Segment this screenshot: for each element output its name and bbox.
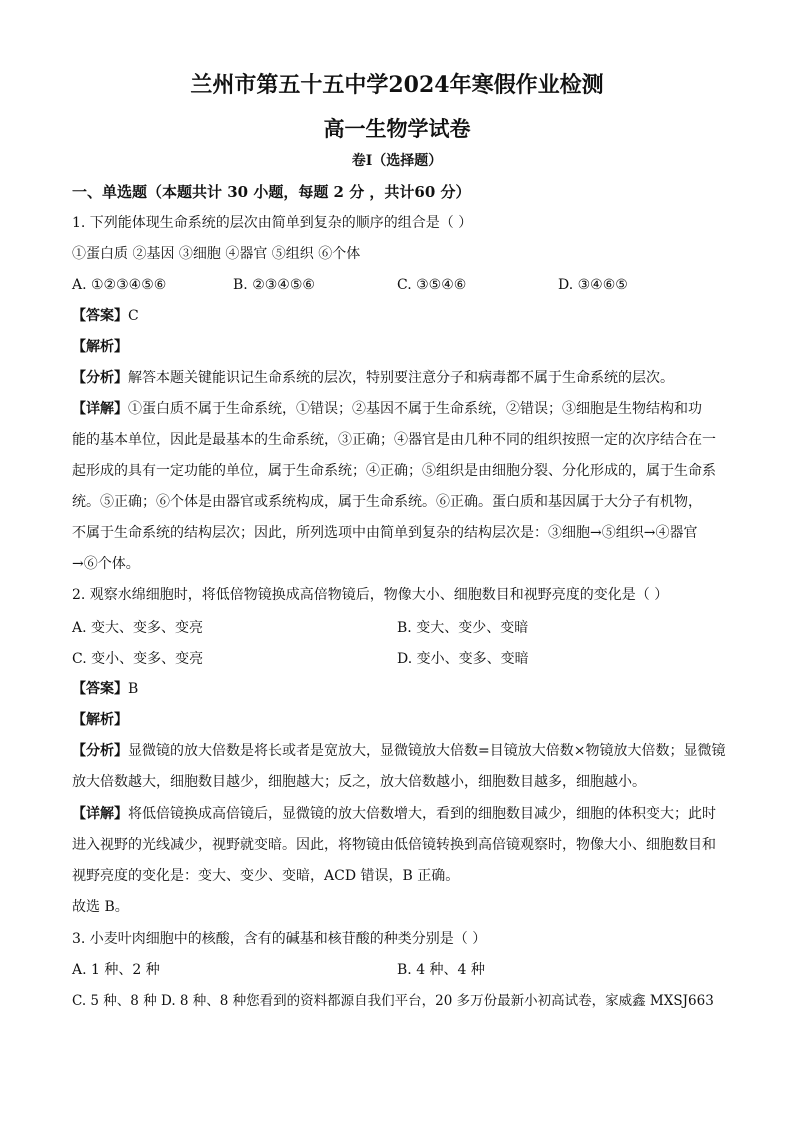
q3-option-b: B. 4 种、4 种 — [397, 962, 485, 978]
answer-value: B — [128, 681, 139, 697]
answer-tag: 【答案】 — [72, 308, 128, 324]
q1-xiangjie-line — [72, 400, 732, 418]
q1-fenxi — [72, 369, 732, 387]
q1-xiangjie-line: 能的基本单位，因此是最基本的生命系统，③正确；④器官是由几种不同的组织按照一定的次序结合在一 — [72, 432, 716, 448]
q2-option-c: C. 变小、变多、变亮 — [72, 651, 204, 667]
q2-fenxi-line: 放大倍数越大，细胞数目越少，细胞越大；反之，放大倍数越小，细胞数目越多，细胞越小。 — [72, 774, 646, 790]
q2-fenxi-line — [72, 742, 732, 760]
q3-stem: 3. 小麦叶肉细胞中的核酸，含有的碱基和核苷酸的种类分别是（ ） — [72, 931, 487, 947]
fenxi-text: 显微镜的放大倍数是将长或者是宽放大，显微镜放大倍数=目镜放大倍数×物镜放大倍数；显微镜 — [128, 743, 726, 759]
q1-xiangjie-line: →⑥个体。 — [72, 556, 140, 572]
q1-items: ①蛋白质 ②基因 ③细胞 ④器官 ⑤组织 ⑥个体 — [72, 246, 361, 262]
q3-last-line: C. 5 种、8 种 D. 8 种、8 种您看到的资料都源自我们平台，20 多万份最新小初高试卷，家威鑫 MXSJ663 — [72, 993, 714, 1009]
exam-title: 兰州市第五十五中学2024年寒假作业检测 — [190, 72, 604, 98]
q2-xiangjie-line — [72, 805, 732, 823]
q1-option-a: A. ①②③④⑤⑥ — [72, 277, 167, 293]
q1-jiexi-tag: 【解析】 — [72, 339, 128, 355]
q3-option-a: A. 1 种、2 种 — [72, 962, 160, 978]
q1-stem: 1. 下列能体现生命系统的层次由简单到复杂的顺序的组合是（ ） — [72, 215, 473, 231]
q1-xiangjie-line: 起形成的具有一定功能的单位，属于生命系统；④正确；⑤组织是由细胞分裂、分化形成的，属于生命系 — [72, 463, 716, 479]
q2-jiexi-tag: 【解析】 — [72, 712, 128, 728]
q1-option-b: B. ②③④⑤⑥ — [233, 277, 315, 293]
xiangjie-text: ①蛋白质不属于生命系统，①错误；②基因不属于生命系统，②错误；③细胞是生物结构和功 — [128, 401, 702, 417]
xiangjie-tag: 【详解】 — [72, 806, 128, 822]
q1-xiangjie-line: 不属于生命系统的结构层次；因此，所列选项中由简单到复杂的结构层次是：③细胞→⑤组织→④器官 — [72, 525, 698, 541]
q1-xiangjie-line: 统。⑤正确；⑥个体是由器官或系统构成，属于生命系统。⑥正确。蛋白质和基因属于大分子有机物， — [72, 494, 702, 510]
q1-option-c: C. ③⑤④⑥ — [397, 277, 467, 293]
q1-answer — [72, 307, 732, 325]
volume-label: 卷I（选择题） — [351, 153, 443, 169]
q2-answer — [72, 680, 732, 698]
q2-option-a: A. 变大、变多、变亮 — [72, 620, 204, 636]
q2-option-b: B. 变大、变少、变暗 — [397, 620, 529, 636]
answer-tag: 【答案】 — [72, 681, 128, 697]
answer-value: C — [128, 308, 139, 324]
xiangjie-tag: 【详解】 — [72, 401, 128, 417]
fenxi-tag: 【分析】 — [72, 370, 128, 386]
q2-xiangjie-line: 视野亮度的变化是：变大、变少、变暗，ACD 错误，B 正确。 — [72, 868, 460, 884]
q1-option-d: D. ③④⑥⑤ — [558, 277, 628, 293]
section-heading: 一、单选题（本题共计 30 小题，每题 2 分 ，共计60 分） — [72, 183, 471, 201]
q2-stem: 2. 观察水绵细胞时，将低倍物镜换成高倍物镜后，物像大小、细胞数目和视野亮度的变化是（ ） — [72, 587, 669, 603]
q2-option-d: D. 变小、变多、变暗 — [397, 651, 529, 667]
xiangjie-text: 将低倍镜换成高倍镜后，显微镜的放大倍数增大，看到的细胞数目减少，细胞的体积变大；此时 — [128, 806, 716, 822]
fenxi-text: 解答本题关键能识记生命系统的层次，特别要注意分子和病毒都不属于生命系统的层次。 — [128, 370, 674, 386]
q2-xiangjie-line: 进入视野的光线减少，视野就变暗。因此，将物镜由低倍镜转换到高倍镜观察时，物像大小、细胞数目和 — [72, 837, 716, 853]
fenxi-tag: 【分析】 — [72, 743, 128, 759]
exam-subtitle: 高一生物学试卷 — [323, 116, 471, 141]
q2-conclusion: 故选 B。 — [72, 899, 129, 915]
